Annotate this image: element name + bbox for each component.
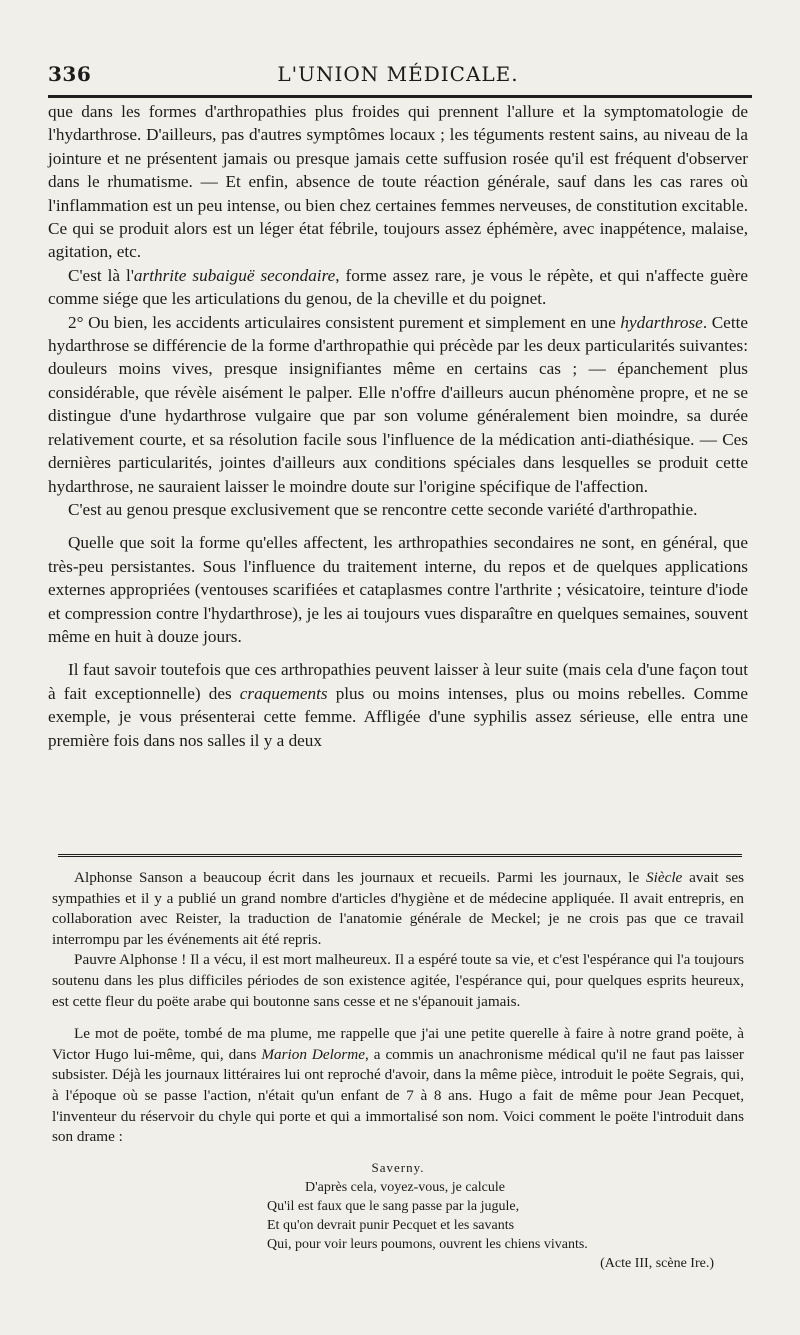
paragraph: C'est au genou presque exclusivement que se rencontre cette seconde variété d'arthropathie. (68, 499, 698, 519)
italic-title: Siècle (646, 869, 683, 886)
paragraph: Quelle que soit la forme qu'elles affectent, les arthropathies secondaires ne sont, en général, que très-peu persistantes. Sous l'influence du traitement interne, du repos et de quelques applications externes appropriées (ventouses scarifiées et cataplasmes contre l'arthrite ; vésicatoire, teinture d'iode et compression contre l'hydarthrose), je les ai toujours vues disparaître en quelques semaines, souvent même en huit à douze jours. (48, 533, 748, 646)
paragraph: 2° Ou bien, les accidents articulaires consistent purement et simplement en une hydarthrose. Cette hydarthrose se différencie de la forme d'arthropathie qui précède par les deux particularités suivantes: douleurs moins vives, presque insignifiantes même en certains cas ; — épanchement plus considérable, que révèle aisément le palper. Elle n'offre d'ailleurs aucun phénomène propre, et ne se distingue d'une hydarthrose vulgaire que par son volume généralement bien moindre, sa durée relativement courte, et sa résolution facile sous l'influence de la médication anti-diathésique. — Ces dernières particularités, jointes d'ailleurs aux conditions spéciales dans lesquelles se produit cette hydarthrose, ne sauraient laisser le moindre doute sur l'origine spécifique de l'affection. (48, 312, 748, 496)
paragraph: C'est là l'arthrite subaiguë secondaire, forme assez rare, je vous le répète, et qui n'affecte guère comme siége que les articulations du genou, de la cheville et du poignet. (48, 265, 748, 309)
verse-block (267, 1178, 744, 1254)
section-divider (58, 854, 742, 857)
italic-title: Marion Delorme (261, 1045, 366, 1063)
running-title: L'UNION MÉDICALE. (277, 62, 519, 86)
verse-line: Et qu'on devrait punir Pecquet et les savants (267, 1218, 515, 1234)
italic-term: hydarthrose (620, 312, 703, 332)
italic-term: arthrite subaiguë secondaire (133, 265, 336, 285)
page-header (48, 62, 748, 90)
italic-term: craquements (239, 683, 328, 703)
note-paragraph: Pauvre Alphonse ! Il a vécu, il est mort malheureux. Il a espéré toute sa vie, et c'est l'espérance qui l'a toujours soutenu dans les plus difficiles périodes de son existence agitée, l'espérance qui, pour quelques esprits heureux, est cette fleur du poëte arabe qui boutonne sans cesse et ne s'épanouit jamais. (52, 951, 744, 1010)
feuilleton-text (52, 868, 744, 1273)
note-paragraph: Le mot de poëte, tombé de ma plume, me rappelle que j'ai une petite querelle à faire à notre grand poëte, à Victor Hugo lui-même, qui, dans Marion Delorme, a commis un anachronisme médical qu'il ne faut pas laisser subsister. Déjà les journaux littéraires lui ont reproché d'avoir, dans la même pièce, introduit le poëte Segrais, qui, à l'époque où se passe l'action, n'était qu'un enfant de 7 à 8 ans. Hugo a fait de même pour Jean Pecquet, l'inventeur du réservoir du chyle qui porte et qui a immortalisé son nom. Voici comment le poëte l'introduit dans son drame : (52, 1025, 744, 1146)
header-rule (48, 95, 752, 98)
verse-citation: (Acte III, scène Ire.) (600, 1256, 714, 1272)
verse-speaker: Saverny. (371, 1159, 425, 1175)
paragraph: que dans les formes d'arthropathies plus froides qui prennent l'allure et la symptomatologie de l'hydarthrose. D'ailleurs, pas d'autres symptômes locaux ; les téguments restent sains, au niveau de la jointure et ne présentent jamais ou presque jamais cette suffusion rosée qu'il est fréquent d'observer dans le rhumatisme. — Et enfin, absence de toute réaction générale, sauf dans les cas rares où l'inflammation est un peu intense, ou bien chez certaines femmes nerveuses, de constitution excitable. Ce qui se produit alors est un léger état fébrile, toujours assez éphémère, avec inappétence, malaise, agitation, etc. (48, 102, 748, 262)
note-paragraph: Alphonse Sanson a beaucoup écrit dans les journaux et recueils. Parmi les journaux, le Siècle avait ses sympathies et il y a publié un grand nombre d'articles d'hygiène et de médecine appliquée. Il avait entrepris, en collaboration avec Reister, la traduction de l'anatomie générale de Meckel; je ne crois pas que ce travail interrompu par les événements ait été repris. (52, 869, 745, 948)
verse-line: Qu'il est faux que le sang passe par la jugule, (267, 1199, 520, 1215)
main-text (48, 100, 748, 752)
verse-line: Qui, pour voir leurs poumons, ouvrent les chiens vivants. (267, 1237, 588, 1253)
verse-line: D'après cela, voyez-vous, je calcule (305, 1180, 505, 1196)
page-number: 336 (48, 62, 92, 86)
paragraph: Il faut savoir toutefois que ces arthropathies peuvent laisser à leur suite (mais cela d'une façon tout à fait exceptionnelle) des craquements plus ou moins intenses, plus ou moins rebelles. Comme exemple, je vous présenterai cette femme. Affligée d'une syphilis assez sérieuse, elle entra une première fois dans nos salles il y a deux (48, 660, 748, 750)
